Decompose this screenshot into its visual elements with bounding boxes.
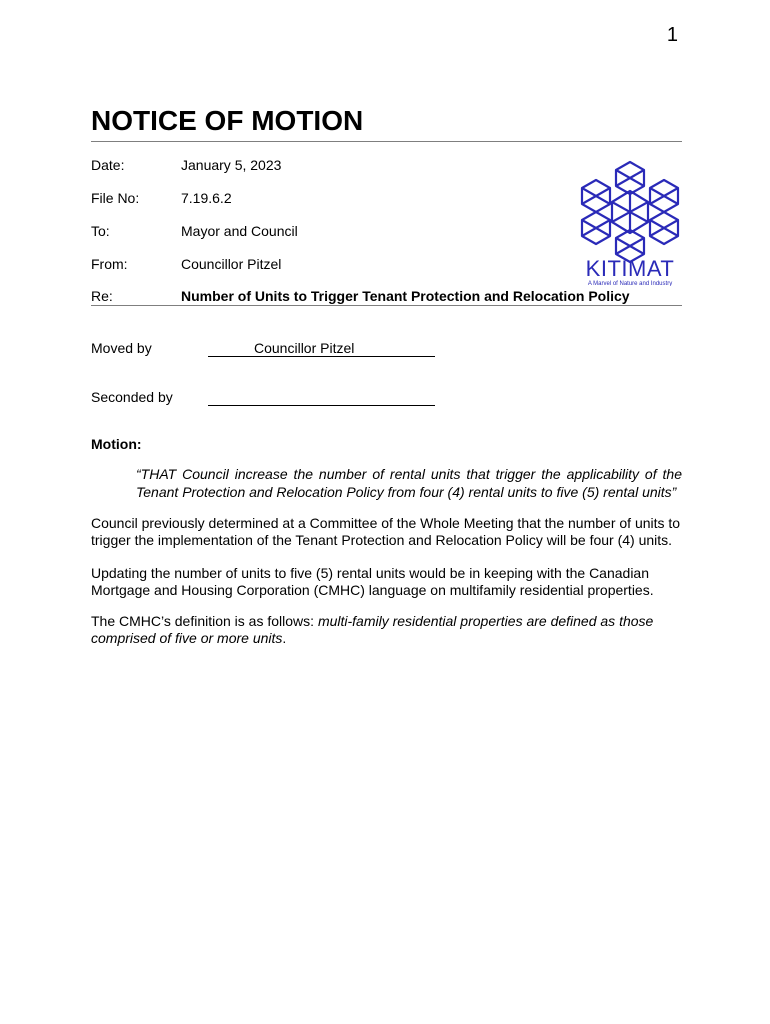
page-number: 1	[666, 24, 678, 46]
file-no-value: 7.19.6.2	[181, 190, 232, 206]
to-value: Mayor and Council	[181, 223, 298, 239]
moved-by-line	[208, 356, 435, 357]
seconded-by-line	[208, 405, 435, 406]
cmhc-definition-quote: multi-family residential properties are defined as those comprised of five or more units	[91, 613, 654, 646]
file-no-label: File No:	[91, 190, 140, 206]
page-title: NOTICE OF MOTION	[91, 105, 364, 136]
paragraph-cmhc-definition	[91, 613, 686, 647]
cmhc-definition-lead: The CMHC’s definition is as follows:	[91, 613, 318, 629]
seconded-by-label: Seconded by	[91, 389, 173, 405]
logo-wordmark: KITIMAT	[585, 256, 675, 281]
moved-by-row	[91, 340, 451, 360]
date-value: January 5, 2023	[181, 157, 282, 173]
paragraph-cmhc-alignment: Updating the number of units to five (5) rental units would be in keeping with the Canadian Mortgage and Housing Corporation (CMHC) language on multifamily residential properties.	[91, 565, 654, 598]
re-label: Re:	[91, 288, 113, 304]
from-label: From:	[91, 256, 128, 272]
moved-by-label: Moved by	[91, 340, 152, 356]
fields-divider	[91, 305, 682, 306]
kitimat-logo	[578, 158, 682, 286]
header-divider	[91, 141, 682, 142]
paragraph-previous-determination: Council previously determined at a Committee of the Whole Meeting that the number of units to trigger the implementation of the Tenant Protection and Relocation Policy will be four (4) units.	[91, 515, 681, 548]
moved-by-value: Councillor Pitzel	[254, 340, 355, 356]
seconded-by-row	[91, 389, 451, 409]
from-value: Councillor Pitzel	[181, 256, 282, 272]
motion-text: “THAT Council increase the number of rental units that trigger the applicability of the Tenant Protection and Relocation Policy from four (4) rental units to five (5) rental units”	[136, 466, 682, 500]
cmhc-definition-end: .	[282, 630, 287, 646]
date-label: Date:	[91, 157, 125, 173]
logo-tagline: A Marvel of Nature and Industry	[587, 281, 673, 286]
motion-heading: Motion:	[91, 436, 142, 452]
re-value: Number of Units to Trigger Tenant Protection and Relocation Policy	[181, 288, 630, 304]
to-label: To:	[91, 223, 110, 239]
